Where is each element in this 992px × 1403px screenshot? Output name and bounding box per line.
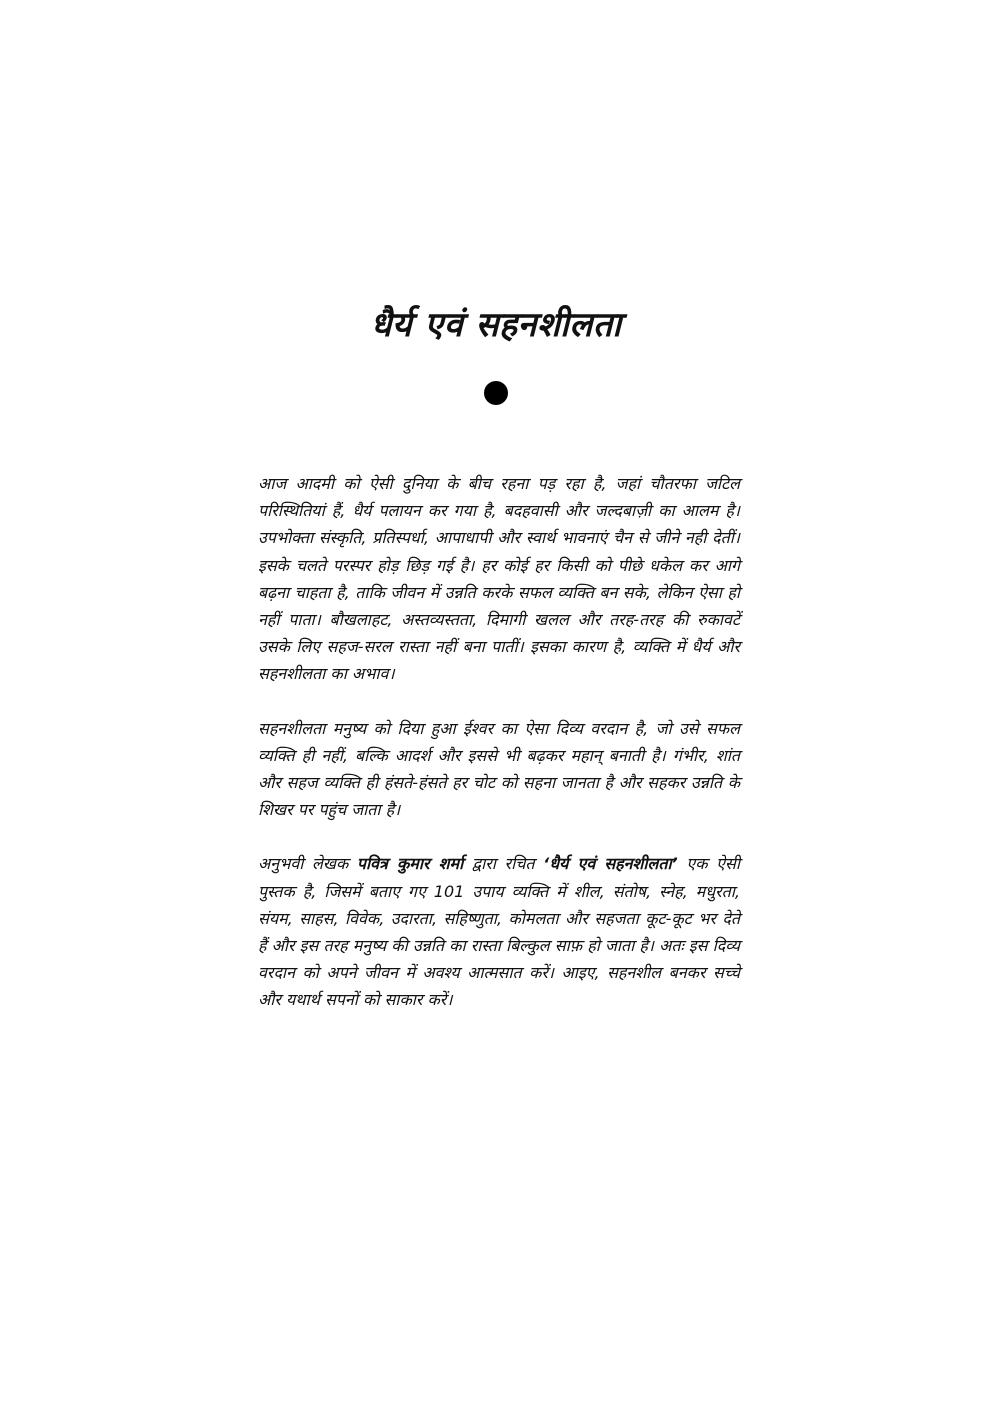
paragraph-middle: द्वारा रचित <box>463 854 544 874</box>
bullet-dot-ornament <box>484 381 508 405</box>
paragraph-book-info <box>258 850 740 1013</box>
paragraph-prefix: अनुभवी लेखक <box>258 854 357 874</box>
page-title: धैर्य एवं सहनशीलता <box>370 305 622 345</box>
paragraph-tolerance: सहनशीलता मनुष्य को दिया हुआ ईश्वर का ऐसा दिव्य वरदान है, जो उसे सफल व्यक्ति ही नहीं, बल्कि आदर्श और इससे भी बढ़कर महान् बनाती है। गंभीर, शांत और सहज व्यक्ति ही हंसते-हंसते हर चोट को सहना जानता है और सहकर उन्नति के शिखर पर पहुंच जाता है। <box>258 718 740 820</box>
blurb-text <box>258 470 740 1014</box>
paragraph-intro: आज आदमी को ऐसी दुनिया के बीच रहना पड़ रहा है, जहां चौतरफा जटिल परिस्थितियां हैं, धैर्य पलायन कर गया है, बदहवासी और जल्दबाज़ी का आलम है। उपभोक्ता संस्कृति, प्रतिस्पर्धा, आपाधापी और स्वार्थ भावनाएं चैन से जीने नही देतीं। इसके चलते परस्पर होड़ छिड़ गई है। हर कोई हर किसी को पीछे धकेल कर आगे बढ़ना चाहता है, ताकि जीवन में उन्नति करके सफल व्यक्ति बन सके, लेकिन ऐसा हो नहीं पाता। बौखलाहट, अस्तव्यस्तता, दिमागी खलल और तरह-तरह की रुकावटें उसके लिए सहज-सरल रास्ता नहीं बना पातीं। इसका कारण है, व्यक्ति में धैर्य और सहनशीलता का अभाव। <box>258 474 740 684</box>
book-title-quote: ‘धैर्य एवं सहनशीलता’ <box>543 854 678 874</box>
author-name: पवित्र कुमार शर्मा <box>356 854 464 874</box>
paragraph-suffix: एक ऐसी पुस्तक है, जिसमें बताए गए 101 उपाय व्यक्ति में शील, संतोष, स्नेह, मधुरता, संयम, साहस, विवेक, उदारता, सहिष्णुता, कोमलता और सहजता कूट-कूट भर देते हैं और इस तरह मनुष्य की उन्नति का रास्ता बिल्कुल साफ़ हो जाता है। अतः इस दिव्य वरदान को अपने जीवन में अवश्य आत्मसात करें। आइए, सहनशील बनकर सच्चे और यथार्थ सपनों को साकार करें। <box>258 854 740 1010</box>
